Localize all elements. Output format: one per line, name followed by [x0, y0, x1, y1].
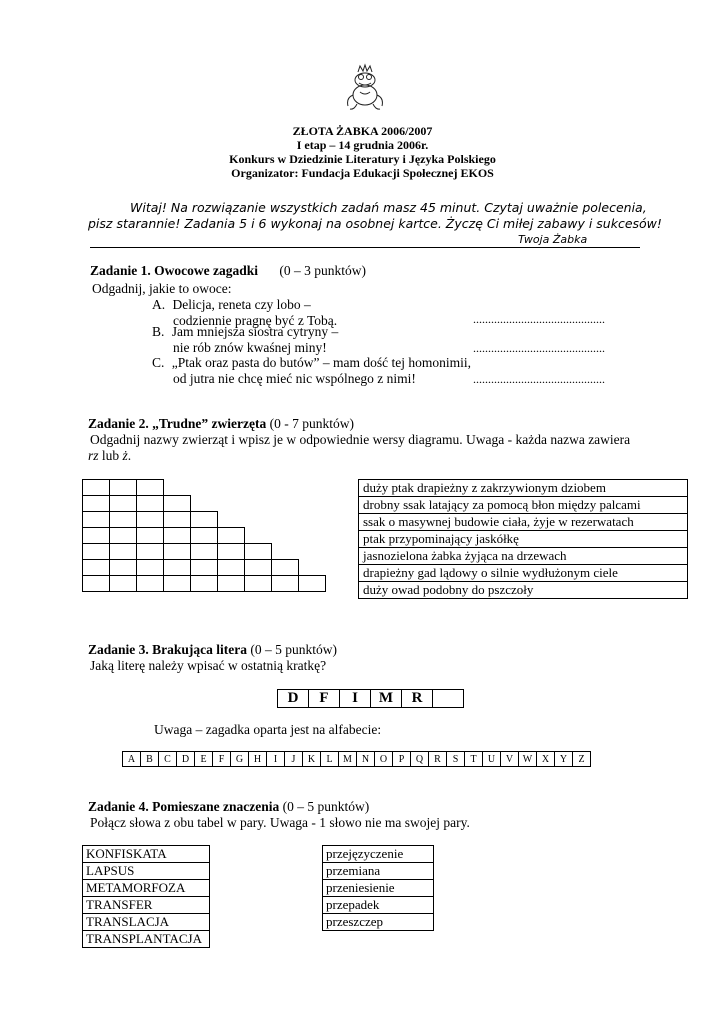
riddle-letter: A.	[152, 297, 166, 312]
letter-cell[interactable]	[245, 544, 272, 560]
letter-cell[interactable]	[110, 560, 137, 576]
riddle-b	[152, 324, 338, 340]
riddle-line: Delicja, reneta czy lobo –	[172, 297, 311, 312]
alphabet-letter: H	[249, 752, 267, 767]
sequence-row	[278, 690, 464, 708]
clue: jasnozielona żabka żyjąca na drzewach	[359, 548, 688, 565]
clue: duży owad podobny do pszczoły	[359, 582, 688, 599]
task3-title: Zadanie 3. Brakująca litera	[88, 642, 247, 657]
answer-line-c[interactable]: ............................................	[473, 372, 605, 386]
alphabet-letter: A	[123, 752, 141, 767]
letter-cell[interactable]	[83, 560, 110, 576]
letter-cell[interactable]	[164, 528, 191, 544]
riddle-line: Jam mniejsza siostra cytryny –	[171, 324, 339, 339]
clue-row	[359, 565, 688, 582]
alphabet-letter: T	[465, 752, 483, 767]
task2-heading	[88, 416, 354, 432]
alphabet-letter: Z	[573, 752, 591, 767]
clue-row	[359, 531, 688, 548]
letter-cell[interactable]	[245, 560, 272, 576]
task3-heading	[88, 642, 337, 658]
sequence-letter: M	[371, 690, 402, 708]
stage-date: I etap – 14 grudnia 2006r.	[296, 138, 429, 152]
contest-subject: Konkurs w Dziedzinie Literatury i Języka Polskiego	[229, 152, 496, 166]
letter-cell[interactable]	[110, 496, 137, 512]
letter-cell[interactable]	[218, 528, 245, 544]
letter-cell[interactable]	[191, 528, 218, 544]
task1-title: Zadanie 1. Owocowe zagadki	[90, 263, 259, 278]
riddle-c-line-2: od jutra nie chcę mieć nic wspólnego z nimi!	[173, 371, 416, 386]
word-row	[323, 897, 434, 914]
riddle-b-line-2: nie rób znów kwaśnej miny!	[173, 340, 327, 355]
riddle-letter: B.	[152, 324, 165, 339]
letter-cell[interactable]	[83, 544, 110, 560]
clue-row	[359, 548, 688, 565]
task1-prompt: Odgadnij, jakie to owoce:	[92, 281, 232, 296]
answer-box[interactable]	[433, 690, 464, 708]
task2-prompt-2	[88, 448, 131, 464]
alphabet-letter: D	[177, 752, 195, 767]
answer-line-a[interactable]: ............................................	[473, 312, 605, 326]
clue-row	[359, 514, 688, 531]
diagram-row	[83, 560, 326, 576]
letter-cell[interactable]	[191, 560, 218, 576]
letter-cell[interactable]	[218, 560, 245, 576]
alphabet-row	[122, 751, 591, 767]
alphabet-letter: N	[357, 752, 375, 767]
word-row	[83, 863, 210, 880]
riddle-letter: C.	[152, 355, 165, 370]
z-letter: ż	[122, 448, 128, 463]
letter-cell[interactable]	[137, 528, 164, 544]
letter-cell[interactable]	[137, 576, 164, 592]
word[interactable]: LAPSUS	[83, 863, 210, 880]
alphabet-letter: O	[375, 752, 393, 767]
prompt-period: .	[127, 448, 132, 463]
organizer: Organizator: Fundacja Edukacji Społecznej EKOS	[231, 166, 494, 180]
letter-cell[interactable]	[164, 560, 191, 576]
diagram-row	[83, 576, 326, 592]
riddle-c	[152, 355, 471, 371]
alphabet-letter: K	[303, 752, 321, 767]
alphabet-letter: Y	[555, 752, 573, 767]
riddle-line: „Ptak oraz pasta do butów” – mam dość tej homonimii,	[171, 355, 471, 370]
letter-cell[interactable]	[272, 576, 299, 592]
letter-cell[interactable]	[83, 480, 110, 496]
diagram-row	[83, 480, 326, 496]
alphabet-letter: F	[213, 752, 231, 767]
word[interactable]: przeniesienie	[323, 880, 434, 897]
diagram-row	[83, 544, 326, 560]
diagram-row	[83, 528, 326, 544]
alphabet-letter: E	[195, 752, 213, 767]
alphabet-note: Uwaga – zagadka oparta jest na alfabecie:	[154, 722, 382, 737]
letter-cell[interactable]	[218, 576, 245, 592]
alphabet-letter: J	[285, 752, 303, 767]
contest-title: ZŁOTA ŻABKA 2006/2007	[292, 124, 433, 138]
letter-cell[interactable]	[137, 560, 164, 576]
alphabet-cells	[123, 752, 591, 767]
word[interactable]: TRANSPLANTACJA	[83, 931, 210, 948]
alphabet-letter: P	[393, 752, 411, 767]
task3-prompt: Jaką literę należy wpisać w ostatnią kratkę?	[90, 658, 327, 673]
letter-cell[interactable]	[164, 544, 191, 560]
letter-cell[interactable]	[272, 560, 299, 576]
task1-points: (0 – 3 punktów)	[279, 263, 367, 278]
alphabet-letter: W	[519, 752, 537, 767]
alphabet-letter: X	[537, 752, 555, 767]
letter-cell[interactable]	[164, 512, 191, 528]
word-row	[323, 846, 434, 863]
prompt-connector: lub	[98, 448, 123, 463]
clue: drapieżny gad lądowy o silnie wydłużonym ciele	[359, 565, 688, 582]
alphabet-letter: U	[483, 752, 501, 767]
riddle-a	[152, 297, 311, 313]
word-row	[323, 880, 434, 897]
alphabet-letter: G	[231, 752, 249, 767]
task4-heading	[88, 799, 369, 815]
clue: drobny ssak latający za pomocą błon między palcami	[359, 497, 688, 514]
letter-cell[interactable]	[83, 528, 110, 544]
clue: ptak przypominający jaskółkę	[359, 531, 688, 548]
alphabet-letter: R	[429, 752, 447, 767]
letter-cell[interactable]	[137, 544, 164, 560]
word-row	[323, 863, 434, 880]
word[interactable]: METAMORFOZA	[83, 880, 210, 897]
clue-row	[359, 582, 688, 599]
letter-sequence	[277, 689, 464, 708]
word-row	[83, 846, 210, 863]
alphabet-letter: L	[321, 752, 339, 767]
answer-line-b[interactable]: ............................................	[473, 341, 605, 355]
sequence-letter: F	[309, 690, 340, 708]
word-row	[83, 897, 210, 914]
word-row	[323, 914, 434, 931]
clues-table	[358, 479, 688, 599]
clue: ssak o masywnej budowie ciała, żyje w rezerwatach	[359, 514, 688, 531]
word-row	[83, 914, 210, 931]
letter-cell[interactable]	[191, 544, 218, 560]
word[interactable]: przemiana	[323, 863, 434, 880]
task2-prompt-1: Odgadnij nazwy zwierząt i wpisz je w odpowiednie wersy diagramu. Uwaga - każda nazwa zawiera	[90, 432, 631, 447]
letter-cell[interactable]	[83, 496, 110, 512]
letter-cell[interactable]	[137, 496, 164, 512]
letter-cell[interactable]	[110, 576, 137, 592]
alphabet-letter: B	[141, 752, 159, 767]
word[interactable]: przejęzyczenie	[323, 846, 434, 863]
letter-cell[interactable]	[164, 576, 191, 592]
crossword-diagram	[82, 479, 326, 592]
letter-cell[interactable]	[299, 576, 326, 592]
word[interactable]: TRANSFER	[83, 897, 210, 914]
alphabet-letter: Q	[411, 752, 429, 767]
alphabet-letter: S	[447, 752, 465, 767]
diagram-row	[83, 512, 326, 528]
sequence-letter: I	[340, 690, 371, 708]
word[interactable]: TRANSLACJA	[83, 914, 210, 931]
task3-points: (0 – 5 punktów)	[250, 642, 337, 657]
letter-cell[interactable]	[110, 528, 137, 544]
letter-cell[interactable]	[137, 512, 164, 528]
word-row	[83, 880, 210, 897]
clue: duży ptak drapieżny z zakrzywionym dziobem	[359, 480, 688, 497]
sequence-letter: R	[402, 690, 433, 708]
alphabet-letter: C	[159, 752, 177, 767]
task4-prompt: Połącz słowa z obu tabel w pary. Uwaga - 1 słowo nie ma swojej pary.	[90, 815, 470, 830]
riddle-a-line-2: codziennie pragnę być z Tobą.	[173, 313, 338, 328]
sequence-letter: D	[278, 690, 309, 708]
signature: Twoja Żabka	[518, 233, 588, 246]
letter-cell[interactable]	[245, 576, 272, 592]
word[interactable]: przeszczep	[323, 914, 434, 931]
task4-points: (0 – 5 punktów)	[282, 799, 370, 814]
task2-points: (0 - 7 punktów)	[269, 416, 354, 431]
intro-line-1: Witaj! Na rozwiązanie wszystkich zadań masz 45 minut. Czytaj uważnie polecenia,	[130, 200, 647, 215]
task4-title: Zadanie 4. Pomieszane znaczenia	[88, 799, 280, 814]
letter-cell[interactable]	[218, 544, 245, 560]
rz-letters: rz	[88, 448, 99, 463]
alphabet-letter: V	[501, 752, 519, 767]
letter-cell[interactable]	[137, 480, 164, 496]
left-word-table	[82, 845, 210, 948]
right-word-table	[322, 845, 434, 931]
alphabet-letter: I	[267, 752, 285, 767]
word[interactable]: przepadek	[323, 897, 434, 914]
letter-cell[interactable]	[110, 544, 137, 560]
clue-row	[359, 480, 688, 497]
letter-cell[interactable]	[83, 576, 110, 592]
letter-cell[interactable]	[164, 496, 191, 512]
clue-row	[359, 497, 688, 514]
task1-heading	[90, 263, 366, 279]
letter-cell[interactable]	[110, 512, 137, 528]
task2-title: Zadanie 2. „Trudne” zwierzęta	[88, 416, 267, 431]
intro-line-2: pisz starannie! Zadania 5 i 6 wykonaj na osobnej kartce. Życzę Ci miłej zabawy i sukcesów!	[88, 216, 662, 231]
letter-cell[interactable]	[191, 512, 218, 528]
divider	[90, 247, 640, 248]
letter-cell[interactable]	[83, 512, 110, 528]
word[interactable]: KONFISKATA	[83, 846, 210, 863]
word-row	[83, 931, 210, 948]
letter-cell[interactable]	[191, 576, 218, 592]
alphabet-letter: M	[339, 752, 357, 767]
diagram-row	[83, 496, 326, 512]
letter-cell[interactable]	[110, 480, 137, 496]
frog-logo-icon	[340, 62, 390, 112]
